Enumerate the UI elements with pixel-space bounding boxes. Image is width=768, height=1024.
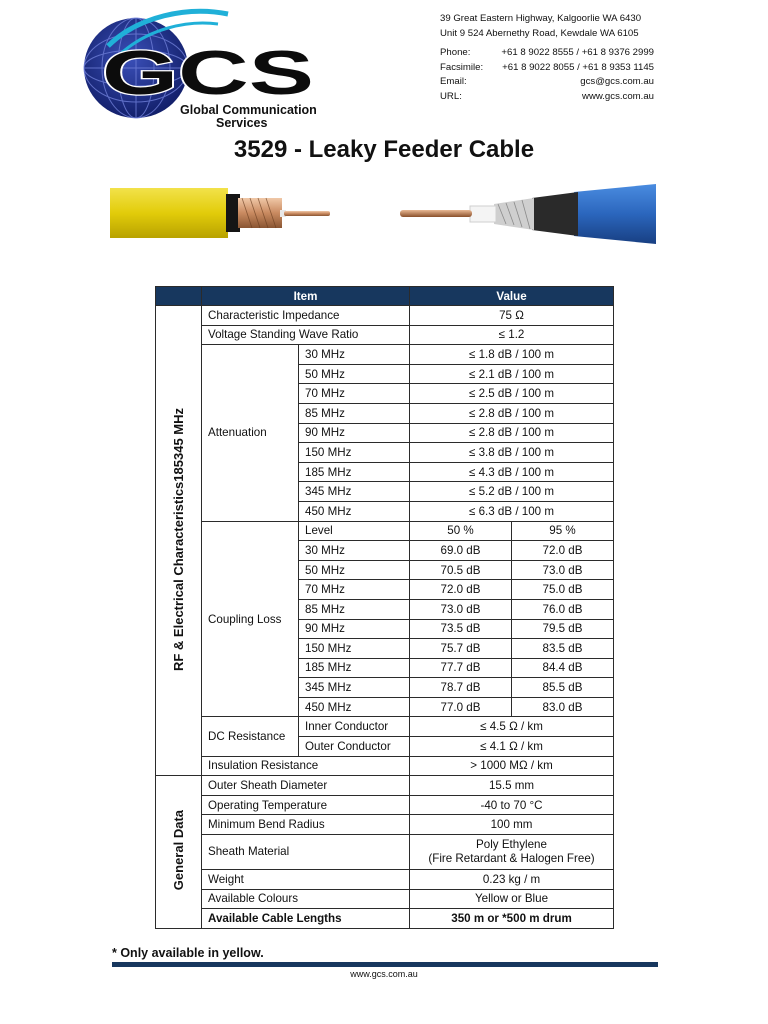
level-label: Level [299,521,410,541]
header-value: Value [410,287,614,306]
row-value: 100 mm [410,815,614,835]
yellow-cable-image [110,186,335,240]
table-row [156,717,614,737]
row-value: 75 Ω [410,306,614,326]
contact-phone [440,46,654,61]
page-title: 3529 - Leaky Feeder Cable [233,136,535,163]
attenuation-label: Attenuation [202,345,299,521]
table-row [156,909,614,929]
value-50: 72.0 dB [410,580,512,600]
header-blank [156,287,202,306]
inner-conductor-label: Inner Conductor [299,717,410,737]
logo-subtitle-1: Global Communication [180,103,317,117]
row-value: 15.5 mm [410,776,614,796]
freq-cell: 345 MHz [299,678,410,698]
footer-divider [112,962,658,967]
value-cell: ≤ 1.8 dB / 100 m [410,345,614,365]
dc-resistance-label: DC Resistance [202,717,299,756]
value-95: 85.5 dB [512,678,614,698]
outer-conductor-label: Outer Conductor [299,737,410,757]
freq-cell: 185 MHz [299,462,410,482]
freq-cell: 30 MHz [299,345,410,365]
table-row [156,870,614,890]
contact-fax [440,61,654,76]
sheath-material-line-1: Poly Ethylene [476,838,547,852]
freq-cell: 50 MHz [299,560,410,580]
row-value: > 1000 MΩ / km [410,756,614,776]
group-rf-electrical [156,306,202,776]
value-cell: ≤ 4.3 dB / 100 m [410,462,614,482]
freq-cell: 150 MHz [299,639,410,659]
row-label: Available Colours [202,889,410,909]
value-50: 77.0 dB [410,697,512,717]
address-line-1: 39 Great Eastern Highway, Kalgoorlie WA 6430 [440,13,642,24]
row-label: Insulation Resistance [202,756,410,776]
value-95: 72.0 dB [512,541,614,561]
contact-label: Facsimile: [440,61,484,73]
freq-cell: 50 MHz [299,364,410,384]
freq-cell: 345 MHz [299,482,410,502]
sheath-material-line-2: (Fire Retardant & Halogen Free) [428,852,595,866]
blue-cable-image [398,184,656,244]
contact-email [440,75,654,90]
value-50: 75.7 dB [410,639,512,659]
row-label: Sheath Material [202,835,410,870]
contact-label: Email: [440,76,467,87]
row-value: 0.23 kg / m [410,870,614,890]
row-label: Voltage Standing Wave Ratio [202,325,410,345]
row-value: ≤ 1.2 [410,325,614,345]
table-row [156,306,614,326]
value-cell: ≤ 3.8 dB / 100 m [410,443,614,463]
value-cell: ≤ 2.5 dB / 100 m [410,384,614,404]
table-row [156,521,614,541]
contact-label: Phone: [440,47,471,58]
logo-subtitle-2: Services [216,116,268,130]
value-95: 79.5 dB [512,619,614,639]
value-cell: ≤ 2.1 dB / 100 m [410,364,614,384]
row-label: Outer Sheath Diameter [202,776,410,796]
freq-cell: 90 MHz [299,619,410,639]
group-label-rf: RF & Electrical Characteristics185345 MHz [171,407,186,671]
value-95: 73.0 dB [512,560,614,580]
freq-cell: 85 MHz [299,599,410,619]
logo-wordmark: GCS [102,39,314,108]
footer-url[interactable]: www.gcs.com.au [350,969,418,979]
freq-cell: 450 MHz [299,697,410,717]
header-item: Item [202,287,410,306]
table-row [156,835,614,870]
table-row [156,795,614,815]
freq-cell: 90 MHz [299,423,410,443]
table-row [156,815,614,835]
row-value: 350 m or *500 m drum [410,909,614,929]
contact-value[interactable]: gcs@gcs.com.au [580,76,654,87]
contact-value[interactable]: www.gcs.com.au [582,90,654,102]
group-general-data [156,776,202,929]
value-95: 75.0 dB [512,580,614,600]
value-95: 84.4 dB [512,658,614,678]
outer-conductor-value: ≤ 4.1 Ω / km [410,737,614,757]
group-label-general: General Data [171,810,186,891]
value-50: 73.0 dB [410,599,512,619]
row-value: Yellow or Blue [410,889,614,909]
value-cell: ≤ 2.8 dB / 100 m [410,403,614,423]
value-cell: ≤ 6.3 dB / 100 m [410,501,614,521]
row-label: Operating Temperature [202,795,410,815]
contact-label: URL: [440,90,462,102]
value-95: 76.0 dB [512,599,614,619]
value-95: 83.0 dB [512,697,614,717]
level-50: 50 % [410,521,512,541]
value-50: 69.0 dB [410,541,512,561]
table-row [156,325,614,345]
freq-cell: 70 MHz [299,580,410,600]
value-50: 73.5 dB [410,619,512,639]
value-50: 70.5 dB [410,560,512,580]
table-row [156,756,614,776]
address-line-2: Unit 9 524 Abernethy Road, Kewdale WA 6105 [440,27,639,39]
value-cell: ≤ 2.8 dB / 100 m [410,423,614,443]
coupling-label: Coupling Loss [202,521,299,717]
freq-cell: 185 MHz [299,658,410,678]
gcs-logo [78,6,328,132]
row-label: Available Cable Lengths [202,909,410,929]
inner-conductor-value: ≤ 4.5 Ω / km [410,717,614,737]
contact-value: +61 8 9022 8555 / +61 8 9376 2999 [501,47,654,58]
freq-cell: 85 MHz [299,403,410,423]
freq-cell: 70 MHz [299,384,410,404]
value-50: 78.7 dB [410,678,512,698]
contact-block [440,12,654,104]
level-95: 95 % [512,521,614,541]
value-cell: ≤ 5.2 dB / 100 m [410,482,614,502]
value-50: 77.7 dB [410,658,512,678]
freq-cell: 450 MHz [299,501,410,521]
table-row [156,776,614,796]
contact-url [440,90,654,105]
freq-cell: 150 MHz [299,443,410,463]
spec-table [155,286,614,929]
footnote: * Only available in yellow. [112,946,264,960]
row-label: Characteristic Impedance [202,306,410,326]
row-value: -40 to 70 °C [410,795,614,815]
table-row [156,889,614,909]
table-row [156,345,614,365]
freq-cell: 30 MHz [299,541,410,561]
row-label: Weight [202,870,410,890]
value-95: 83.5 dB [512,639,614,659]
table-header-row [156,287,614,306]
row-value [410,835,614,870]
contact-value: +61 8 9022 8055 / +61 8 9353 1145 [502,61,654,73]
row-label: Minimum Bend Radius [202,815,410,835]
